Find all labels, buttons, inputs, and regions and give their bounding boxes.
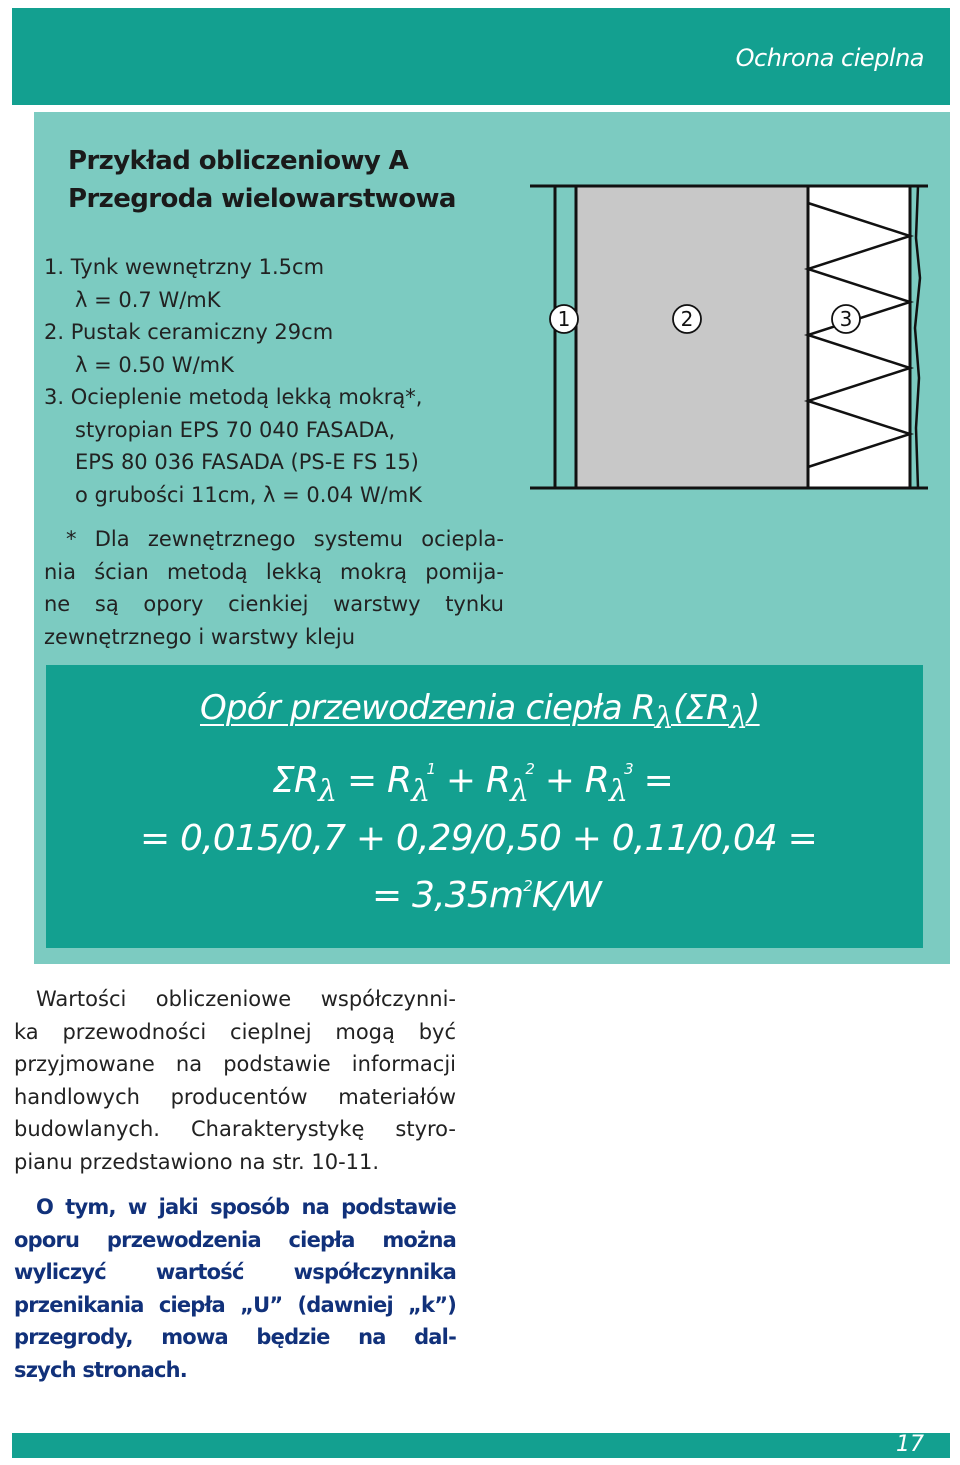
formula-line-2: = 0,015/0,7 + 0,29/0,50 + 0,11/0,04 =	[140, 818, 818, 859]
footnote	[44, 523, 504, 653]
footnote-line: zewnętrznego i warstwy kleju	[44, 624, 356, 649]
footnote-line: ne są opory cienkiej warstwy tynku	[44, 592, 504, 616]
wall-cross-section-diagram	[526, 178, 936, 498]
formula-title-close: )	[747, 688, 760, 728]
formula-title-text: Opór przewodzenia ciepła R	[200, 688, 655, 728]
info-line: Wartości obliczeniowe współczynni-	[36, 987, 456, 1011]
result-unit: K/W	[531, 875, 601, 916]
layer-label-2: 2	[680, 307, 694, 331]
formula-eq: = R	[336, 760, 412, 801]
footnote-line: nia ścian metodą lekką mokrą pomija-	[44, 559, 504, 584]
lambda-symbol: λ	[608, 774, 628, 809]
lambda-symbol: λ	[318, 774, 337, 809]
info-line: budowlanych. Charakterystykę styro-	[14, 1117, 456, 1141]
layer-list	[44, 251, 534, 511]
superscript-3: 3	[624, 760, 633, 778]
example-title-line2: Przegroda wielowarstwowa	[68, 184, 456, 214]
superscript-2: 2	[525, 760, 535, 778]
info-line: handlowych producentów materiałów	[14, 1084, 456, 1109]
section-title: Ochrona cieplna	[735, 44, 924, 72]
result-value: = 3,35m	[372, 875, 524, 916]
superscript-1: 1	[426, 760, 436, 778]
superscript-squared: 2	[523, 877, 532, 895]
lambda-symbol: λ	[654, 701, 673, 736]
page-number: 17	[896, 1432, 924, 1457]
layer-label-1: 1	[557, 307, 571, 331]
footer-bar	[12, 1433, 950, 1458]
outro-line: przenikania ciepła „U” (dawniej „k”)	[14, 1292, 456, 1317]
formula-eq-end: =	[632, 760, 673, 801]
outro-line: szych stronach.	[14, 1357, 187, 1382]
plaster-layer	[555, 186, 576, 488]
layer-lambda: λ = 0.50 W/mK	[75, 352, 234, 377]
footnote-line: * Dla zewnętrznego systemu ociepla-	[66, 527, 504, 551]
info-paragraph	[14, 983, 456, 1178]
sum-symbol: ΣR	[272, 760, 319, 801]
layer-detail: styropian EPS 70 040 FASADA,	[75, 417, 396, 442]
layer-item: 3. Ocieplenie metodą lekką mokrą*,	[44, 385, 423, 409]
layer-item: 1. Tynk wewnętrzny 1.5cm	[44, 255, 325, 279]
outro-line: O tym, w jaki sposób na podstawie	[36, 1195, 456, 1219]
example-title	[68, 142, 456, 218]
info-line: przyjmowane na podstawie informacji	[14, 1052, 456, 1076]
brick-layer	[576, 186, 808, 488]
formula-plus: + R	[534, 760, 609, 801]
layer-lambda: λ = 0.7 W/mK	[75, 287, 221, 312]
outro-line: wyliczyć wartość współczynnika	[14, 1260, 456, 1284]
lambda-symbol: λ	[510, 774, 529, 809]
layer-label-3: 3	[839, 307, 853, 331]
layer-detail: EPS 80 036 FASADA (PS-E FS 15)	[75, 450, 419, 474]
outro-paragraph	[14, 1191, 456, 1386]
example-title-line1: Przykład obliczeniowy A	[68, 146, 409, 176]
formula-title	[200, 688, 760, 736]
lambda-symbol: λ	[728, 701, 748, 736]
formula-line-1	[272, 760, 673, 809]
formula-title-sum: (ΣR	[672, 688, 729, 728]
outro-line: przegrody, mowa będzie na dal-	[14, 1325, 456, 1349]
layer-item: 2. Pustak ceramiczny 29cm	[44, 320, 334, 344]
formula-plus: + R	[435, 760, 511, 801]
info-line: ka przewodności cieplnej mogą być	[14, 1019, 456, 1044]
info-line: pianu przedstawiono na str. 10-11.	[14, 1149, 380, 1174]
layer-detail: o grubości 11cm, λ = 0.04 W/mK	[75, 482, 422, 507]
lambda-symbol: λ	[411, 774, 430, 809]
render-edge	[915, 186, 920, 488]
formula-result	[372, 875, 601, 916]
outro-line: oporu przewodzenia ciepła można	[14, 1227, 456, 1252]
